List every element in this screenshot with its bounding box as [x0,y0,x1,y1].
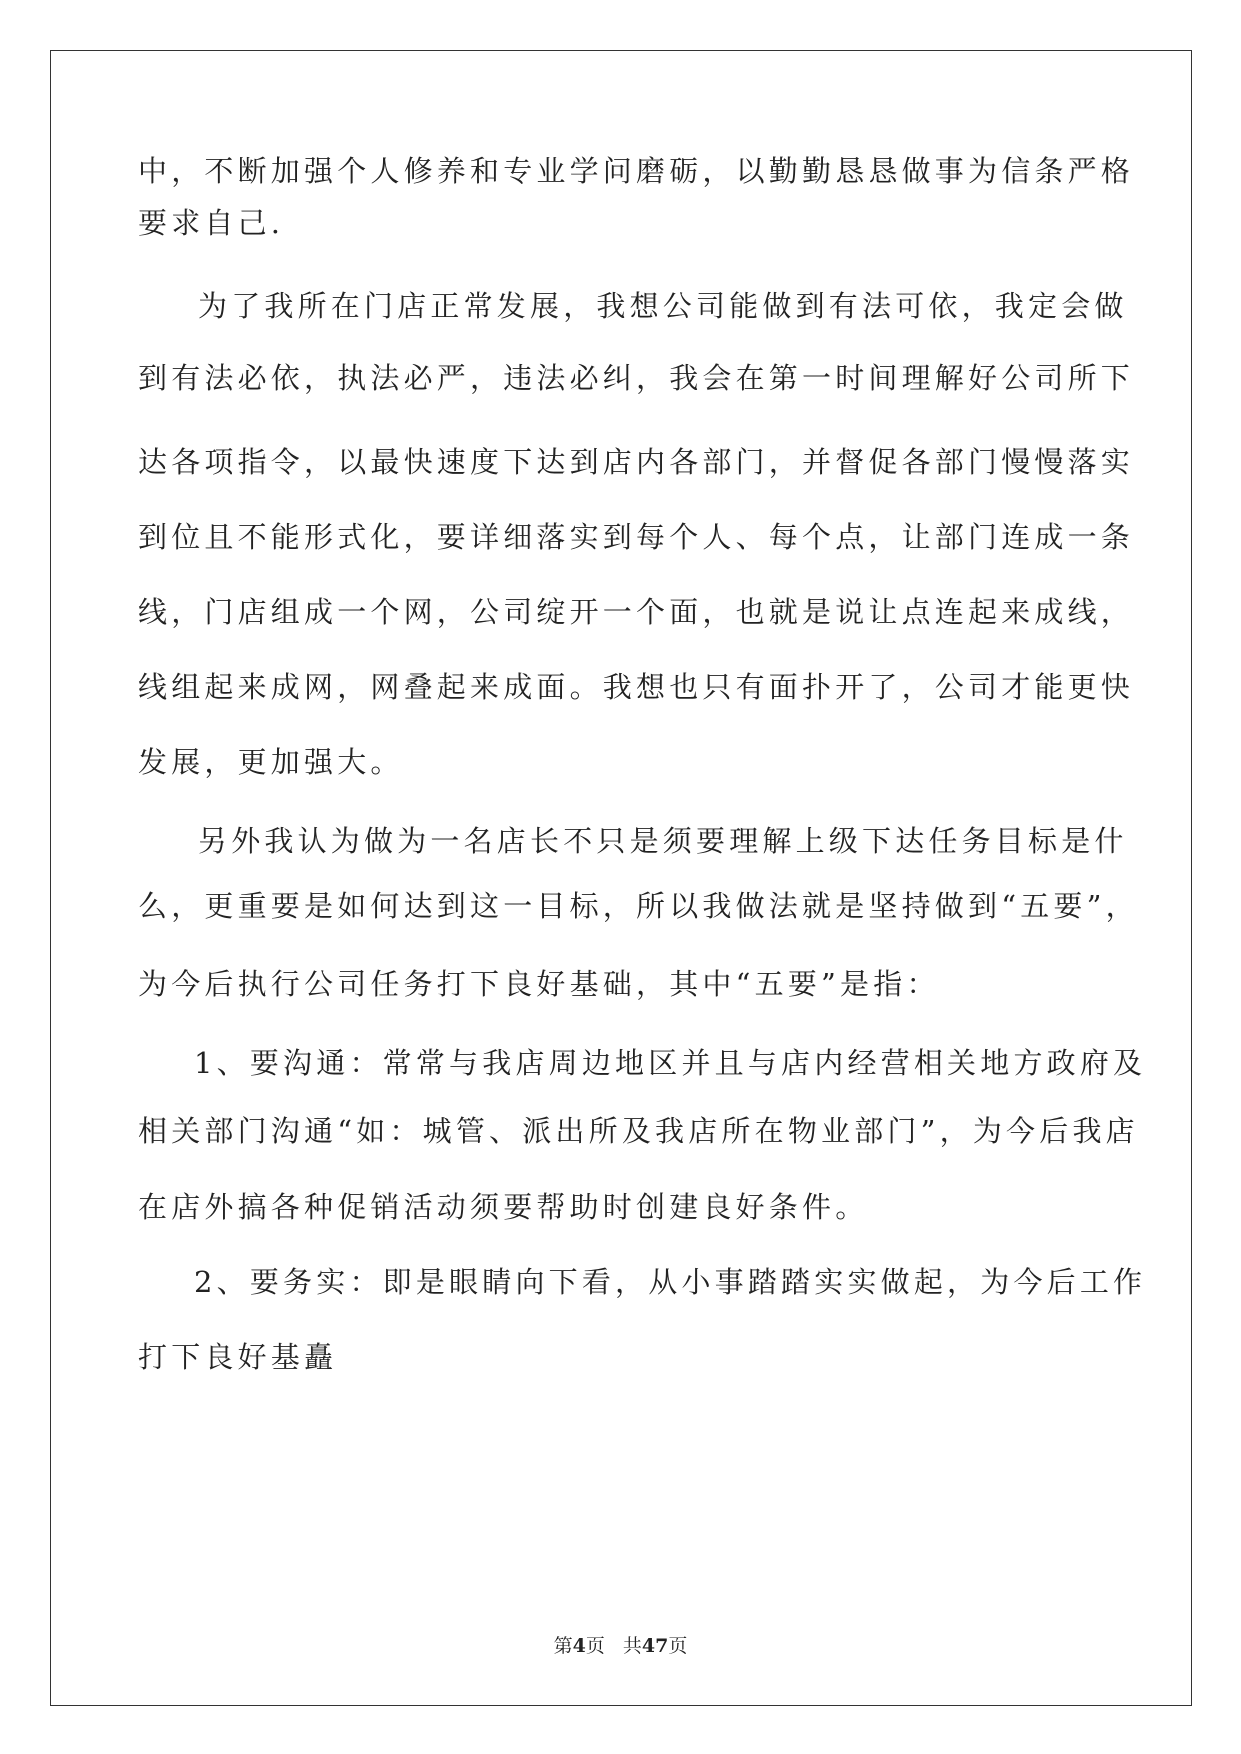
footer-prefix: 第 [553,1635,573,1657]
text-line: 么，更重要是如何达到这一目标，所以我做法就是坚持做到“五要”， [138,889,1139,923]
text-line: 到位且不能形式化，要详细落实到每个人、每个点，让部门连成一条 [138,520,1135,554]
text-line: 在店外搞各种促销活动须要帮助时创建良好条件。 [138,1190,869,1224]
text-line: 中，不断加强个人修养和专业学问磨砺，以勤勤恳恳做事为信条严格 [138,154,1135,188]
footer-total-prefix: 共 [622,1635,642,1657]
text-line: 1、要沟通：常常与我店周边地区并且与店内经营相关地方政府及 [194,1046,1147,1080]
text-line: 线，门店组成一个网，公司绽开一个面，也就是说让点连起来成线， [138,595,1135,629]
text-line: 发展，更加强大。 [138,745,404,779]
text-line: 线组起来成网，网叠起来成面。我想也只有面扑开了，公司才能更快 [138,670,1135,704]
text-line: 为了我所在门店正常发展，我想公司能做到有法可依，我定会做 [198,289,1128,323]
text-line: 相关部门沟通“如：城管、派出所及我店所在物业部门”，为今后我店 [138,1114,1139,1148]
text-line: 为今后执行公司任务打下良好基础，其中“五要”是指： [138,967,940,1001]
footer-page-suffix: 页 [585,1635,605,1657]
text-line: 到有法必依，执法必严，违法必纠，我会在第一时间理解好公司所下 [138,361,1135,395]
text-line: 达各项指令，以最快速度下达到店内各部门，并督促各部门慢慢落实 [138,445,1135,479]
page-footer [0,1633,1241,1659]
total-pages-number: 47 [641,1635,669,1657]
text-line: 打下良好基矗 [138,1340,338,1374]
text-line: 要求自己. [138,206,285,240]
text-line: 2、要务实：即是眼睛向下看，从小事踏踏实实做起，为今后工作 [194,1265,1147,1299]
text-line: 另外我认为做为一名店长不只是须要理解上级下达任务目标是什 [198,824,1128,858]
current-page-number: 4 [572,1635,586,1657]
footer-total-suffix: 页 [668,1635,688,1657]
